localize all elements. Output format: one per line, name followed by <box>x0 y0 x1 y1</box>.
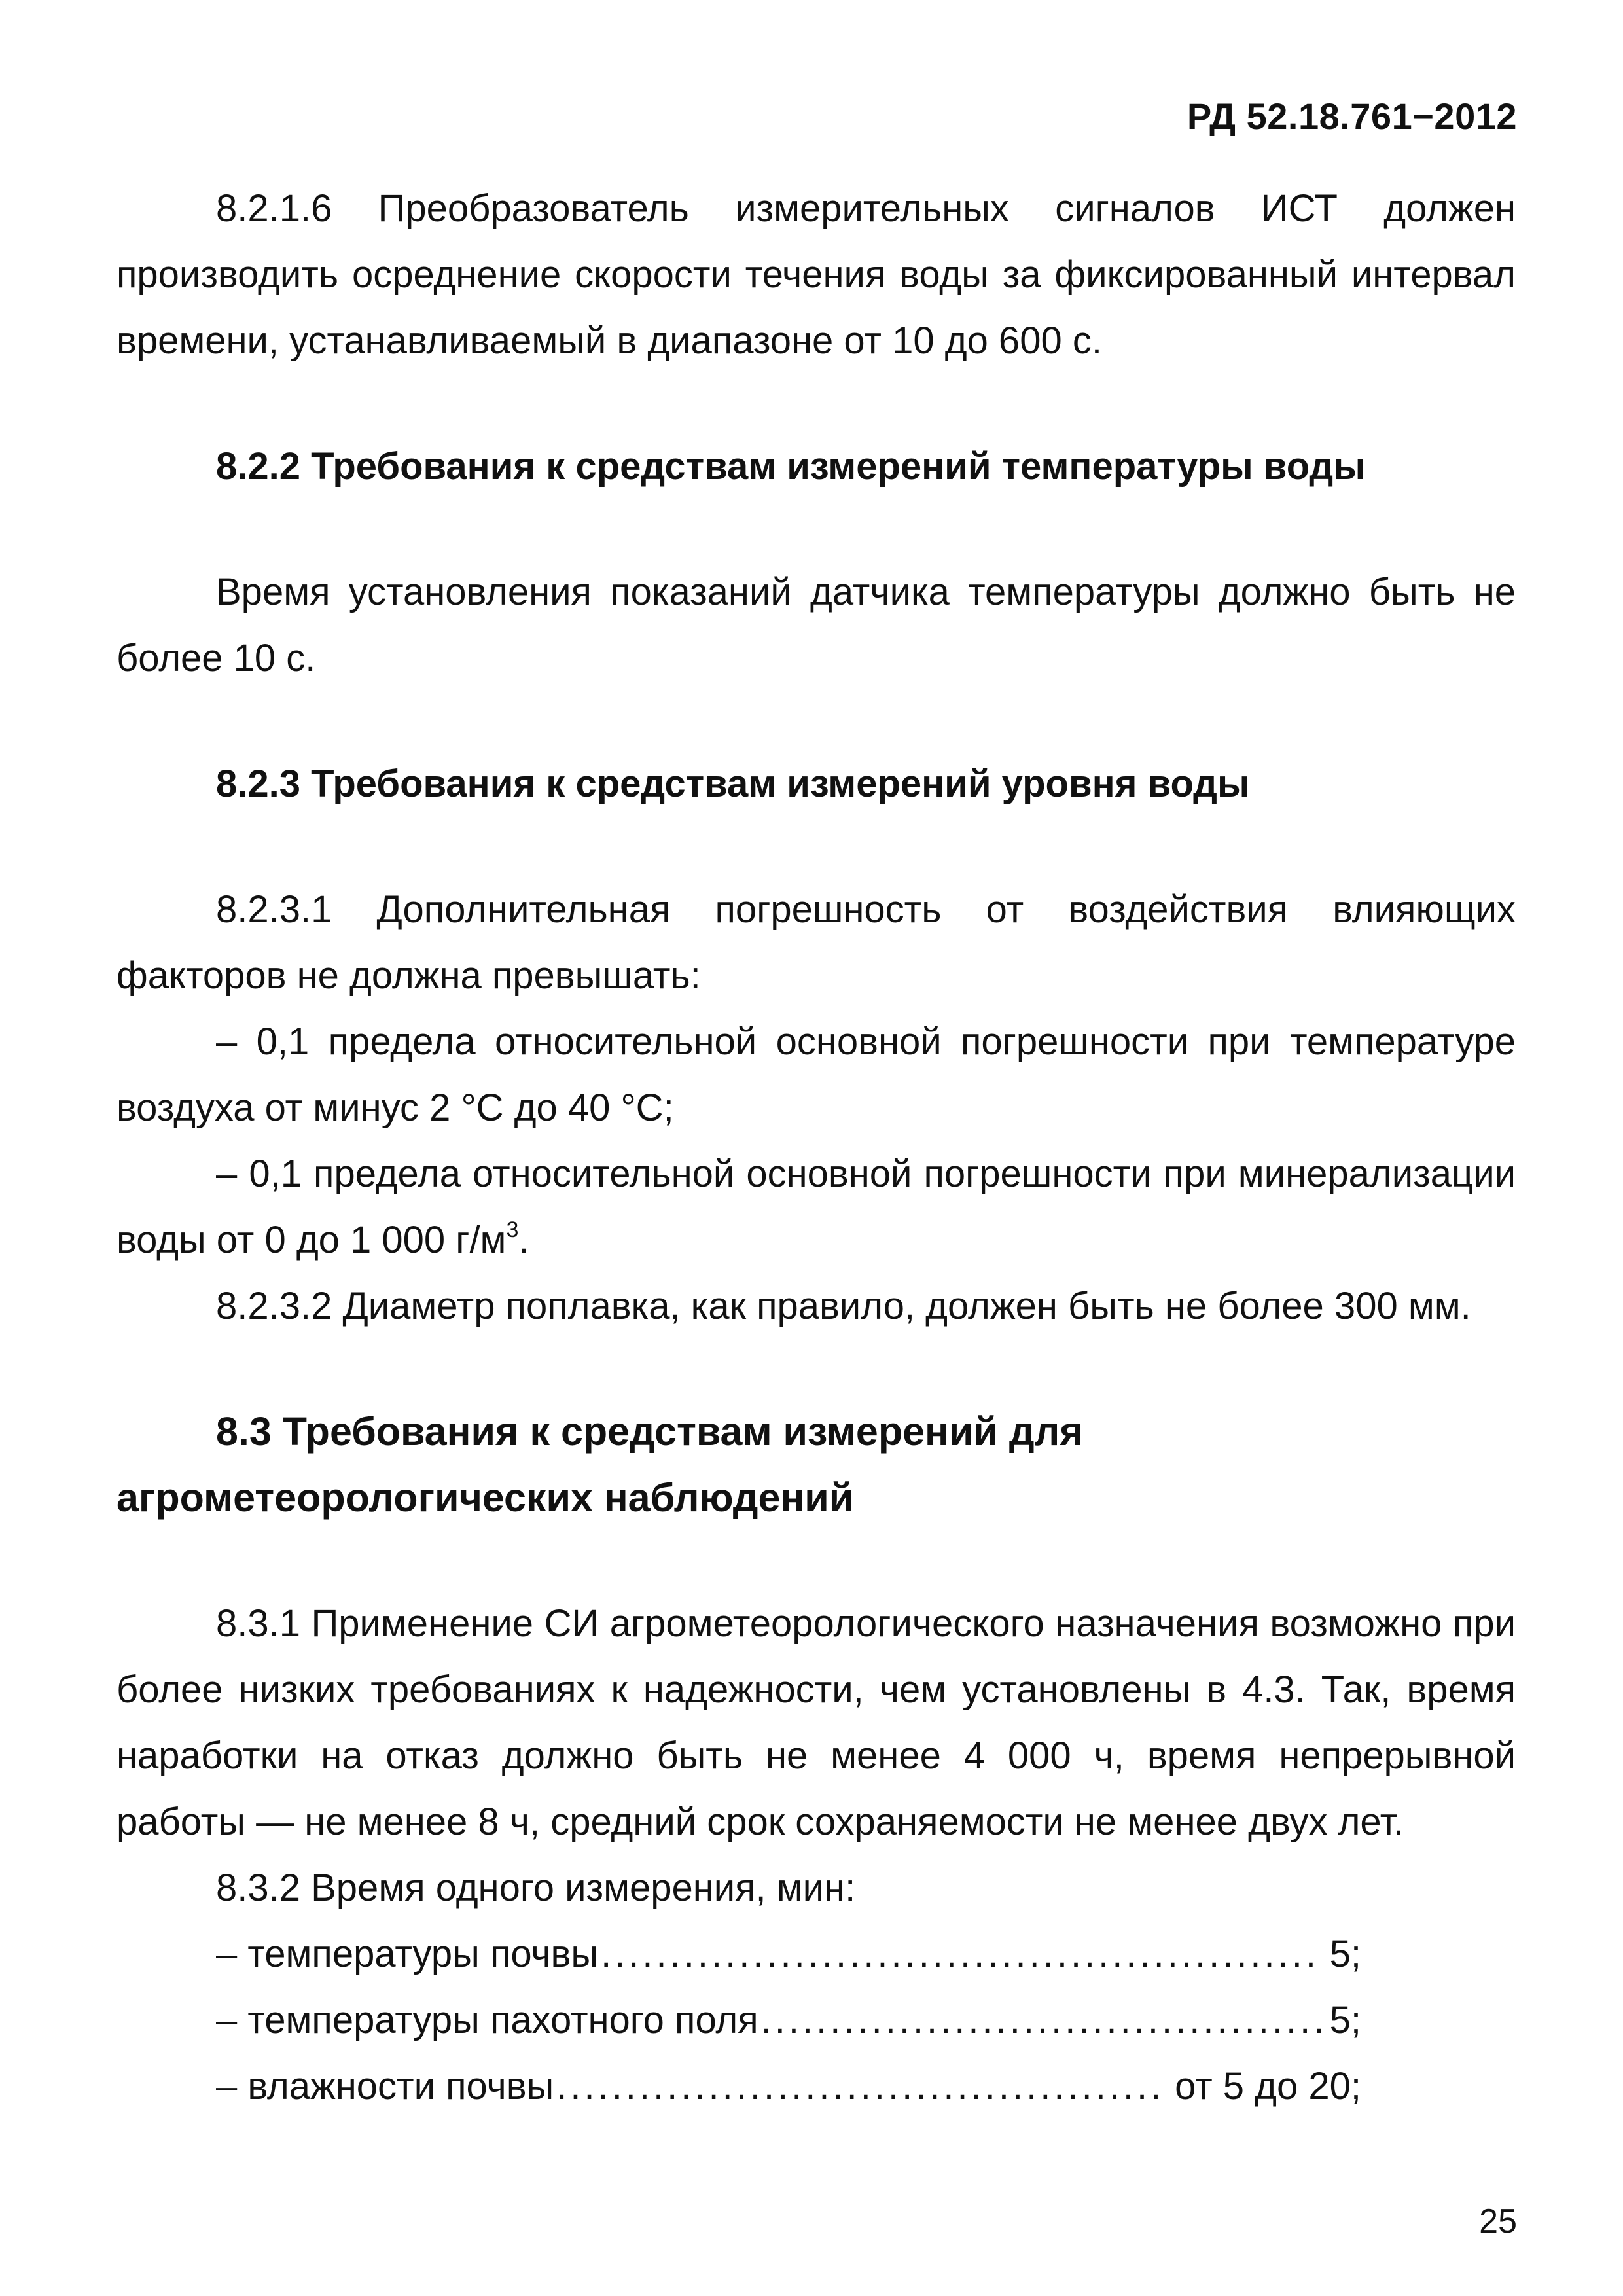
dash-mineralization-end: . <box>518 1219 529 1261</box>
heading-8-2-2: 8.2.2 Требования к средствам измерений температуры воды <box>216 445 1366 488</box>
heading-8-2-3: 8.2.3 Требования к средствам измерений уровня воды <box>216 762 1250 805</box>
dash-mineralization-text: – 0,1 предела относительной основной погрешности при минерализации воды от 0 до 1 000 г/м <box>116 1153 1516 1261</box>
paragraph-8-3-1: 8.3.1 Применение СИ агрометеорологического назначения возможно при более низких требованиях к надежности, чем установлены в 4.3. Так, время наработки на отказ должно быть не менее 4 000 ч, время непрерывной работы — не менее 8 ч, средний срок сохраняемости не менее двух лет. <box>116 1602 1516 1843</box>
page-content <box>116 175 1516 2119</box>
paragraph-8-3-2: 8.3.2 Время одного измерения, мин: <box>216 1867 856 1909</box>
document-code: РД 52.18.761−2012 <box>1186 96 1517 137</box>
paragraph-dash-mineralization <box>116 1141 1516 1273</box>
paragraph-8-2-1-6: 8.2.1.6 Преобразователь измерительных сигналов ИСТ должен производить осреднение скорости течения воды за фиксированный интервал времени, устанавливаемый в диапазоне от 10 до 600 с. <box>116 187 1516 362</box>
list-item-value: 5; <box>1329 1999 1361 2041</box>
dot-leader <box>601 1921 1322 1987</box>
cubic-superscript: 3 <box>506 1217 519 1242</box>
list-item-value: от 5 до 20; <box>1175 2065 1361 2108</box>
paragraph-dash-temperature: – 0,1 предела относительной основной погрешности при температуре воздуха от минус 2 °С до 40 °С; <box>116 1020 1516 1129</box>
list-item-value: 5; <box>1329 1933 1361 1975</box>
list-item <box>116 1921 1361 1987</box>
list-item <box>116 2053 1361 2119</box>
dot-leader <box>761 1987 1322 2053</box>
dot-leader <box>556 2053 1167 2119</box>
paragraph-8-2-3-2: 8.2.3.2 Диаметр поплавка, как правило, должен быть не более 300 мм. <box>216 1285 1471 1327</box>
list-item-label: – температуры почвы <box>216 1933 599 1975</box>
paragraph-8-2-3-1: 8.2.3.1 Дополнительная погрешность от воздействия влияющих факторов не должна превышать: <box>116 888 1516 997</box>
page-number: 25 <box>1479 2202 1517 2240</box>
list-item <box>116 1987 1361 2053</box>
measurement-time-list <box>116 1921 1516 2119</box>
list-item-label: – температуры пахотного поля <box>216 1999 758 2041</box>
list-item-label: – влажности почвы <box>216 2065 554 2108</box>
heading-8-3: 8.3 Требования к средствам измерений для агрометеорологических наблюдений <box>116 1409 1083 1520</box>
paragraph-temperature-time: Время установления показаний датчика температуры должно быть не более 10 с. <box>116 571 1516 679</box>
